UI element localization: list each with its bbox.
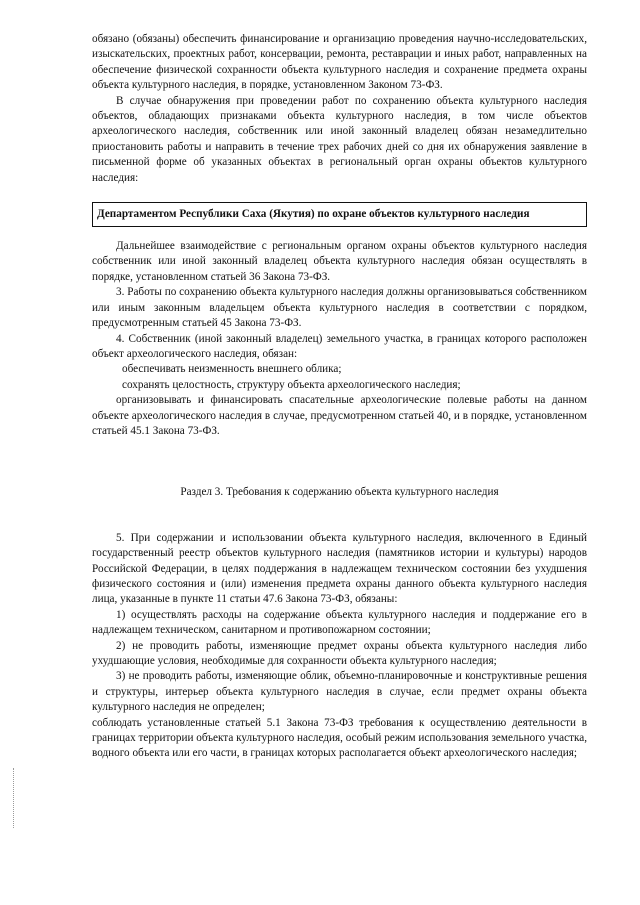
item-5-subitem-4: соблюдать установленные статьей 5.1 Закона 73-ФЗ требования к осуществлению деятельности в границах территории объекта культурного наследия, особый режим использования земельного участка, водного объекта или его части, в границах которых располагается объект археологического наследия; [92,716,587,760]
item-5-subitem-3: 3) не проводить работы, изменяющие облик, объемно-планировочные и конструктивные решения и структуры, интерьер объекта культурного наследия в случае, если предмет охраны объекта культурного наследия не определен; [92,670,587,714]
section-title: Раздел 3. Требования к содержанию объекта культурного наследия [180,486,499,499]
department-box: Департаментом Республики Саха (Якутия) по охране объектов культурного наследия [92,202,587,227]
item-5-subitem-2: 2) не проводить работы, изменяющие предмет охраны объекта культурного наследия либо ухудшающие условия, необходимые для сохранности объекта культурного наследия; [92,639,587,667]
paragraph-item-5: 5. При содержании и использовании объекта культурного наследия, включенного в Единый государственный реестр объектов культурного наследия (памятников истории и культуры) народов Российской Федерации, в целях поддержания в надлежащем техническом состоянии без ухудшения физического состояния и (или) изменения предмета охраны данного объекта культурного наследия лица, указанные в пункте 11 статьи 47.6 Закона 73-ФЗ, обязаны: [92,531,587,606]
document-page [92,32,587,762]
paragraph-item-4: 4. Собственник (иной законный владелец) земельного участка, в границах которого расположен объект археологического наследия, обязан: [92,332,587,360]
binding-margin-mark [13,768,16,828]
item-4-obligation-c: организовывать и финансировать спасательные археологические полевые работы на данном объекте археологического наследия в случае, предусмотренном статьей 40, и в порядке, установленном статьей 45.1 Закона 73-ФЗ. [92,394,587,437]
item-5-subitem-1: 1) осуществлять расходы на содержание объекта культурного наследия и поддержание его в надлежащем техническом, санитарном и противопожарном состоянии; [92,608,587,637]
paragraph-item-3: 3. Работы по сохранению объекта культурного наследия должны организовываться собственником или иным законным владельцем объекта культурного наследия в соответствии с порядком, предусмотренным статьей 45 Закона 73-ФЗ. [92,286,587,330]
paragraph-intro: обязано (обязаны) обеспечить финансирование и организацию проведения научно-исследовательских, изыскательских, проектных работ, консервации, ремонта, реставрации и иных работ, направленных на обеспечение физической сохранности объекта культурного наследия и сохранение предмета охраны объекта культурного наследия, в порядке, установленном Законом 73-ФЗ. [92,33,587,92]
paragraph-discovery: В случае обнаружения при проведении работ по сохранению объекта культурного наследия объектов, обладающих признаками объекта культурного наследия, в том числе объектов археологического наследия, собственник или иной законный владелец обязан незамедлительно приостановить работы и направить в течение трех рабочих дней со дня их обнаружения заявление в письменной форме об указанных объектах в региональный орган охраны объектов культурного наследия: [92,94,587,184]
item-4-obligation-a: обеспечивать неизменность внешнего облика; [122,363,342,376]
paragraph-further-interaction: Дальнейшее взаимодействие с региональным органом охраны объектов культурного наследия собственник или иной законный владелец объекта культурного наследия обязан осуществлять в порядке, установленном статьей 36 Закона 73-ФЗ. [92,240,587,283]
item-4-obligation-b: сохранять целостность, структуру объекта археологического наследия; [122,378,461,391]
